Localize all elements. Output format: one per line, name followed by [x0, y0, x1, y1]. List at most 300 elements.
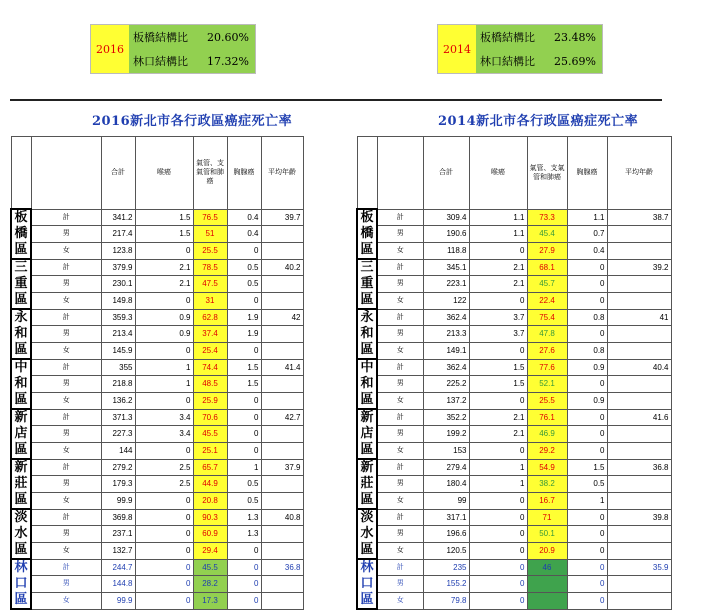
value-cell: 2.5 — [135, 476, 193, 493]
tb2016-header-cell: 氣管、支氣管和肺癌 — [193, 137, 227, 210]
value-cell: 137.2 — [423, 392, 469, 409]
value-cell: 41.4 — [261, 359, 303, 376]
table-2016 — [10, 136, 304, 610]
value-cell: 0.9 — [567, 359, 607, 376]
value-cell: 38.7 — [607, 209, 671, 226]
value-cell — [261, 242, 303, 259]
table-row — [11, 392, 303, 409]
value-cell: 0 — [469, 559, 527, 576]
table-row — [11, 342, 303, 359]
lung-cancer-cell: 71 — [527, 509, 567, 526]
value-cell: 0 — [135, 392, 193, 409]
value-cell: 196.6 — [423, 526, 469, 543]
sex-cell: 計 — [31, 259, 101, 276]
sex-cell: 女 — [31, 592, 101, 609]
value-cell: 144.8 — [101, 576, 135, 593]
value-cell: 359.3 — [101, 309, 135, 326]
sex-cell: 女 — [377, 542, 423, 559]
table-row — [357, 409, 671, 426]
value-cell: 120.5 — [423, 542, 469, 559]
lung-cancer-cell: 25.5 — [527, 392, 567, 409]
value-cell: 341.2 — [101, 209, 135, 226]
sex-cell: 男 — [377, 226, 423, 243]
district-name: 三 重 區 — [11, 259, 31, 309]
value-cell: 279.4 — [423, 459, 469, 476]
tb2014-header-cell: 氣管、支氣管和肺癌 — [527, 137, 567, 210]
lung-cancer-cell: 25.9 — [193, 392, 227, 409]
lung-cancer-cell: 45.5 — [193, 426, 227, 443]
sex-cell: 計 — [31, 459, 101, 476]
value-cell: 0 — [135, 242, 193, 259]
table-row — [357, 209, 671, 226]
lung-cancer-cell: 76.5 — [193, 209, 227, 226]
table-row — [357, 592, 671, 609]
value-cell: 199.2 — [423, 426, 469, 443]
value-cell: 0 — [135, 342, 193, 359]
value-cell: 1 — [135, 359, 193, 376]
lung-cancer-cell: 16.7 — [527, 492, 567, 509]
summary-2016-label-banqiao: 板橋結構比 — [133, 31, 188, 44]
value-cell: 0.5 — [227, 259, 261, 276]
district-name: 新 莊 區 — [11, 459, 31, 509]
value-cell: 1.3 — [227, 526, 261, 543]
table-row — [11, 526, 303, 543]
sex-cell: 男 — [31, 276, 101, 293]
sex-cell: 計 — [377, 459, 423, 476]
value-cell: 217.4 — [101, 226, 135, 243]
value-cell: 190.6 — [423, 226, 469, 243]
value-cell: 218.8 — [101, 376, 135, 393]
value-cell: 0 — [469, 292, 527, 309]
value-cell — [261, 442, 303, 459]
table-row — [357, 459, 671, 476]
title-2016: 2016新北市各行政區癌症死亡率 — [92, 114, 293, 129]
value-cell: 39.8 — [607, 509, 671, 526]
sex-cell: 計 — [31, 509, 101, 526]
lung-cancer-cell: 65.7 — [193, 459, 227, 476]
value-cell: 369.8 — [101, 509, 135, 526]
district-name: 三 重 區 — [357, 259, 377, 309]
value-cell: 3.7 — [469, 309, 527, 326]
value-cell: 1.5 — [469, 359, 527, 376]
sex-cell: 女 — [377, 592, 423, 609]
value-cell: 0 — [227, 409, 261, 426]
value-cell — [261, 276, 303, 293]
value-cell: 0 — [567, 276, 607, 293]
value-cell: 371.3 — [101, 409, 135, 426]
sex-cell: 男 — [31, 526, 101, 543]
value-cell: 0 — [567, 376, 607, 393]
value-cell: 149.1 — [423, 342, 469, 359]
lung-cancer-cell: 17.3 — [193, 592, 227, 609]
value-cell: 41 — [607, 309, 671, 326]
value-cell: 0 — [567, 559, 607, 576]
lung-cancer-cell: 48.5 — [193, 376, 227, 393]
value-cell: 379.9 — [101, 259, 135, 276]
value-cell: 1 — [469, 459, 527, 476]
table-row — [357, 326, 671, 343]
table-2014 — [356, 136, 672, 610]
value-cell — [607, 342, 671, 359]
table-row — [11, 559, 303, 576]
value-cell: 3.4 — [135, 409, 193, 426]
sex-cell: 計 — [377, 259, 423, 276]
value-cell: 36.8 — [261, 559, 303, 576]
value-cell: 37.9 — [261, 459, 303, 476]
tb2016-header-cell: 喉癌 — [135, 137, 193, 210]
value-cell: 0 — [567, 592, 607, 609]
district-name: 新 莊 區 — [357, 459, 377, 509]
value-cell: 225.2 — [423, 376, 469, 393]
table-row — [357, 276, 671, 293]
sex-cell: 男 — [31, 376, 101, 393]
value-cell: 2.1 — [135, 276, 193, 293]
value-cell: 317.1 — [423, 509, 469, 526]
value-cell: 0.9 — [135, 309, 193, 326]
value-cell: 179.3 — [101, 476, 135, 493]
value-cell: 122 — [423, 292, 469, 309]
value-cell — [607, 526, 671, 543]
lung-cancer-cell — [527, 576, 567, 593]
table-row — [11, 576, 303, 593]
tb2016-header-cell — [31, 137, 101, 210]
value-cell: 2.5 — [135, 459, 193, 476]
value-cell: 0 — [135, 509, 193, 526]
tb2014-header-cell — [377, 137, 423, 210]
lung-cancer-cell: 50.1 — [527, 526, 567, 543]
sex-cell: 男 — [377, 326, 423, 343]
value-cell: 1.5 — [227, 359, 261, 376]
table-row — [11, 292, 303, 309]
summary-2016-value-banqiao: 20.60% — [207, 30, 249, 44]
sex-cell: 男 — [31, 576, 101, 593]
value-cell: 1.3 — [227, 509, 261, 526]
table-row — [11, 359, 303, 376]
sex-cell: 女 — [31, 242, 101, 259]
sex-cell: 計 — [31, 209, 101, 226]
sex-cell: 男 — [377, 576, 423, 593]
value-cell: 0 — [135, 492, 193, 509]
table-row — [11, 509, 303, 526]
sex-cell: 計 — [377, 559, 423, 576]
table-row — [357, 292, 671, 309]
district-name: 板 橋 區 — [11, 209, 31, 259]
value-cell: 0.8 — [567, 342, 607, 359]
value-cell: 0 — [227, 592, 261, 609]
value-cell: 42.7 — [261, 409, 303, 426]
value-cell: 40.2 — [261, 259, 303, 276]
lung-cancer-cell: 51 — [193, 226, 227, 243]
lung-cancer-cell: 37.4 — [193, 326, 227, 343]
sex-cell: 計 — [31, 559, 101, 576]
sex-cell: 男 — [31, 426, 101, 443]
table-row — [357, 342, 671, 359]
value-cell: 2.1 — [469, 426, 527, 443]
sex-cell: 女 — [31, 292, 101, 309]
value-cell: 145.9 — [101, 342, 135, 359]
value-cell: 0 — [135, 576, 193, 593]
summary-2016-value-linkou: 17.32% — [207, 54, 249, 68]
table-row — [11, 542, 303, 559]
value-cell: 0.7 — [567, 226, 607, 243]
sex-cell: 計 — [377, 359, 423, 376]
value-cell: 3.4 — [135, 426, 193, 443]
table-row — [357, 309, 671, 326]
lung-cancer-cell: 22.4 — [527, 292, 567, 309]
value-cell — [607, 592, 671, 609]
table-row — [11, 226, 303, 243]
tb2014-header-cell: 平均年齡 — [607, 137, 671, 210]
district-name: 新 店 區 — [11, 409, 31, 459]
value-cell: 39.7 — [261, 209, 303, 226]
value-cell — [607, 476, 671, 493]
value-cell: 35.9 — [607, 559, 671, 576]
tb2014-header-cell: 喉癌 — [469, 137, 527, 210]
value-cell: 0.5 — [227, 476, 261, 493]
value-cell: 0 — [469, 509, 527, 526]
table-row — [357, 576, 671, 593]
table-row — [357, 559, 671, 576]
lung-cancer-cell: 25.4 — [193, 342, 227, 359]
value-cell: 2.1 — [469, 276, 527, 293]
table-row — [357, 426, 671, 443]
table-2016-header — [11, 137, 303, 210]
tb2016-header-cell — [11, 137, 31, 210]
value-cell: 244.7 — [101, 559, 135, 576]
value-cell: 153 — [423, 442, 469, 459]
sex-cell: 計 — [31, 309, 101, 326]
table-row — [11, 592, 303, 609]
district-name: 中 和 區 — [357, 359, 377, 409]
value-cell: 0 — [227, 442, 261, 459]
value-cell: 0.4 — [567, 242, 607, 259]
table-row — [11, 309, 303, 326]
value-cell — [607, 292, 671, 309]
lung-cancer-cell: 62.8 — [193, 309, 227, 326]
lung-cancer-cell: 25.1 — [193, 442, 227, 459]
value-cell — [261, 392, 303, 409]
value-cell: 1.5 — [567, 459, 607, 476]
lung-cancer-cell: 44.9 — [193, 476, 227, 493]
value-cell: 0 — [227, 576, 261, 593]
tb2014-header-cell — [357, 137, 377, 210]
sex-cell: 男 — [31, 326, 101, 343]
value-cell: 0 — [135, 559, 193, 576]
sex-cell: 男 — [377, 426, 423, 443]
sex-cell: 女 — [377, 342, 423, 359]
value-cell: 149.8 — [101, 292, 135, 309]
value-cell: 1.5 — [469, 376, 527, 393]
value-cell: 1.1 — [469, 226, 527, 243]
value-cell: 230.1 — [101, 276, 135, 293]
value-cell: 0 — [469, 492, 527, 509]
value-cell: 2.1 — [135, 259, 193, 276]
table-row — [357, 542, 671, 559]
lung-cancer-cell: 52.1 — [527, 376, 567, 393]
sex-cell: 計 — [377, 409, 423, 426]
lung-cancer-cell: 75.4 — [527, 309, 567, 326]
value-cell — [607, 576, 671, 593]
lung-cancer-cell: 45.7 — [527, 276, 567, 293]
value-cell: 1 — [227, 459, 261, 476]
tb2016-header-cell: 平均年齡 — [261, 137, 303, 210]
value-cell: 0.5 — [227, 276, 261, 293]
value-cell: 0 — [567, 292, 607, 309]
value-cell: 0 — [567, 259, 607, 276]
tb2016-header-cell: 胸腺癌 — [227, 137, 261, 210]
table-row — [11, 492, 303, 509]
table-row — [357, 376, 671, 393]
table-row — [357, 359, 671, 376]
value-cell: 1 — [135, 376, 193, 393]
table-row — [11, 242, 303, 259]
district-name: 新 店 區 — [357, 409, 377, 459]
tb2014-header-cell: 合計 — [423, 137, 469, 210]
sex-cell: 男 — [31, 226, 101, 243]
sex-cell: 計 — [377, 209, 423, 226]
value-cell: 40.4 — [607, 359, 671, 376]
value-cell: 213.3 — [423, 326, 469, 343]
value-cell: 362.4 — [423, 309, 469, 326]
value-cell — [261, 376, 303, 393]
value-cell: 99.9 — [101, 592, 135, 609]
value-cell: 227.3 — [101, 426, 135, 443]
value-cell: 0 — [469, 342, 527, 359]
value-cell — [607, 542, 671, 559]
lung-cancer-cell: 28.2 — [193, 576, 227, 593]
summary-2014-label-banqiao: 板橋結構比 — [480, 31, 535, 44]
sex-cell: 女 — [377, 292, 423, 309]
value-cell: 0 — [135, 542, 193, 559]
value-cell: 237.1 — [101, 526, 135, 543]
value-cell: 36.8 — [607, 459, 671, 476]
value-cell: 79.8 — [423, 592, 469, 609]
table-2014-header — [357, 137, 671, 210]
lung-cancer-cell: 29.2 — [527, 442, 567, 459]
lung-cancer-cell: 27.6 — [527, 342, 567, 359]
sex-cell: 女 — [31, 492, 101, 509]
lung-cancer-cell: 27.9 — [527, 242, 567, 259]
sex-cell: 女 — [377, 392, 423, 409]
value-cell: 0 — [469, 442, 527, 459]
value-cell — [607, 376, 671, 393]
value-cell: 0 — [135, 526, 193, 543]
table-row — [11, 259, 303, 276]
value-cell — [607, 242, 671, 259]
value-cell — [607, 426, 671, 443]
value-cell: 123.8 — [101, 242, 135, 259]
table-row — [11, 476, 303, 493]
value-cell: 144 — [101, 442, 135, 459]
sex-cell: 計 — [377, 309, 423, 326]
sex-cell: 女 — [31, 542, 101, 559]
value-cell: 235 — [423, 559, 469, 576]
value-cell: 0.9 — [135, 326, 193, 343]
sex-cell: 計 — [377, 509, 423, 526]
value-cell: 0 — [227, 242, 261, 259]
lung-cancer-cell: 45.5 — [193, 559, 227, 576]
sex-cell: 女 — [31, 342, 101, 359]
value-cell: 118.8 — [423, 242, 469, 259]
lung-cancer-cell: 60.9 — [193, 526, 227, 543]
value-cell — [607, 492, 671, 509]
sex-cell: 男 — [31, 476, 101, 493]
value-cell — [607, 226, 671, 243]
district-name: 淡 水 區 — [11, 509, 31, 559]
summary-2016-year: 2016 — [91, 25, 129, 73]
value-cell: 0 — [469, 542, 527, 559]
value-cell: 0 — [469, 576, 527, 593]
value-cell: 0 — [567, 526, 607, 543]
value-cell: 136.2 — [101, 392, 135, 409]
value-cell: 0 — [227, 559, 261, 576]
tb2016-header-cell: 合計 — [101, 137, 135, 210]
value-cell — [261, 292, 303, 309]
value-cell: 0 — [469, 242, 527, 259]
value-cell: 1.5 — [135, 226, 193, 243]
value-cell — [261, 592, 303, 609]
summary-2016 — [90, 24, 256, 74]
lung-cancer-cell: 20.8 — [193, 492, 227, 509]
value-cell: 0 — [227, 342, 261, 359]
lung-cancer-cell: 29.4 — [193, 542, 227, 559]
lung-cancer-cell: 20.9 — [527, 542, 567, 559]
table-row — [11, 376, 303, 393]
value-cell: 1 — [469, 476, 527, 493]
lung-cancer-cell: 70.6 — [193, 409, 227, 426]
lung-cancer-cell: 47.5 — [193, 276, 227, 293]
lung-cancer-cell: 68.1 — [527, 259, 567, 276]
district-name: 永 和 區 — [357, 309, 377, 359]
divider-line — [10, 99, 662, 101]
table-row — [11, 409, 303, 426]
value-cell — [261, 426, 303, 443]
value-cell: 0 — [567, 576, 607, 593]
value-cell: 1.9 — [227, 326, 261, 343]
value-cell: 0 — [567, 542, 607, 559]
sex-cell: 男 — [377, 476, 423, 493]
value-cell: 39.2 — [607, 259, 671, 276]
table-row — [357, 226, 671, 243]
value-cell: 0 — [567, 409, 607, 426]
value-cell: 0 — [469, 392, 527, 409]
district-name: 板 橋 區 — [357, 209, 377, 259]
value-cell: 362.4 — [423, 359, 469, 376]
district-name: 永 和 區 — [11, 309, 31, 359]
value-cell: 132.7 — [101, 542, 135, 559]
sex-cell: 男 — [377, 526, 423, 543]
value-cell: 1.1 — [469, 209, 527, 226]
value-cell — [607, 442, 671, 459]
sex-cell: 女 — [31, 392, 101, 409]
value-cell — [261, 526, 303, 543]
lung-cancer-cell: 90.3 — [193, 509, 227, 526]
value-cell: 99.9 — [101, 492, 135, 509]
value-cell: 3.7 — [469, 326, 527, 343]
value-cell: 352.2 — [423, 409, 469, 426]
district-name: 林 口 區 — [11, 559, 31, 609]
district-name: 中 和 區 — [11, 359, 31, 409]
summary-2014-label-linkou: 林口結構比 — [480, 55, 535, 68]
value-cell: 0 — [135, 442, 193, 459]
value-cell: 355 — [101, 359, 135, 376]
lung-cancer-cell: 38.2 — [527, 476, 567, 493]
value-cell — [607, 326, 671, 343]
value-cell: 42 — [261, 309, 303, 326]
value-cell: 0 — [469, 592, 527, 609]
value-cell: 1.9 — [227, 309, 261, 326]
value-cell — [607, 276, 671, 293]
